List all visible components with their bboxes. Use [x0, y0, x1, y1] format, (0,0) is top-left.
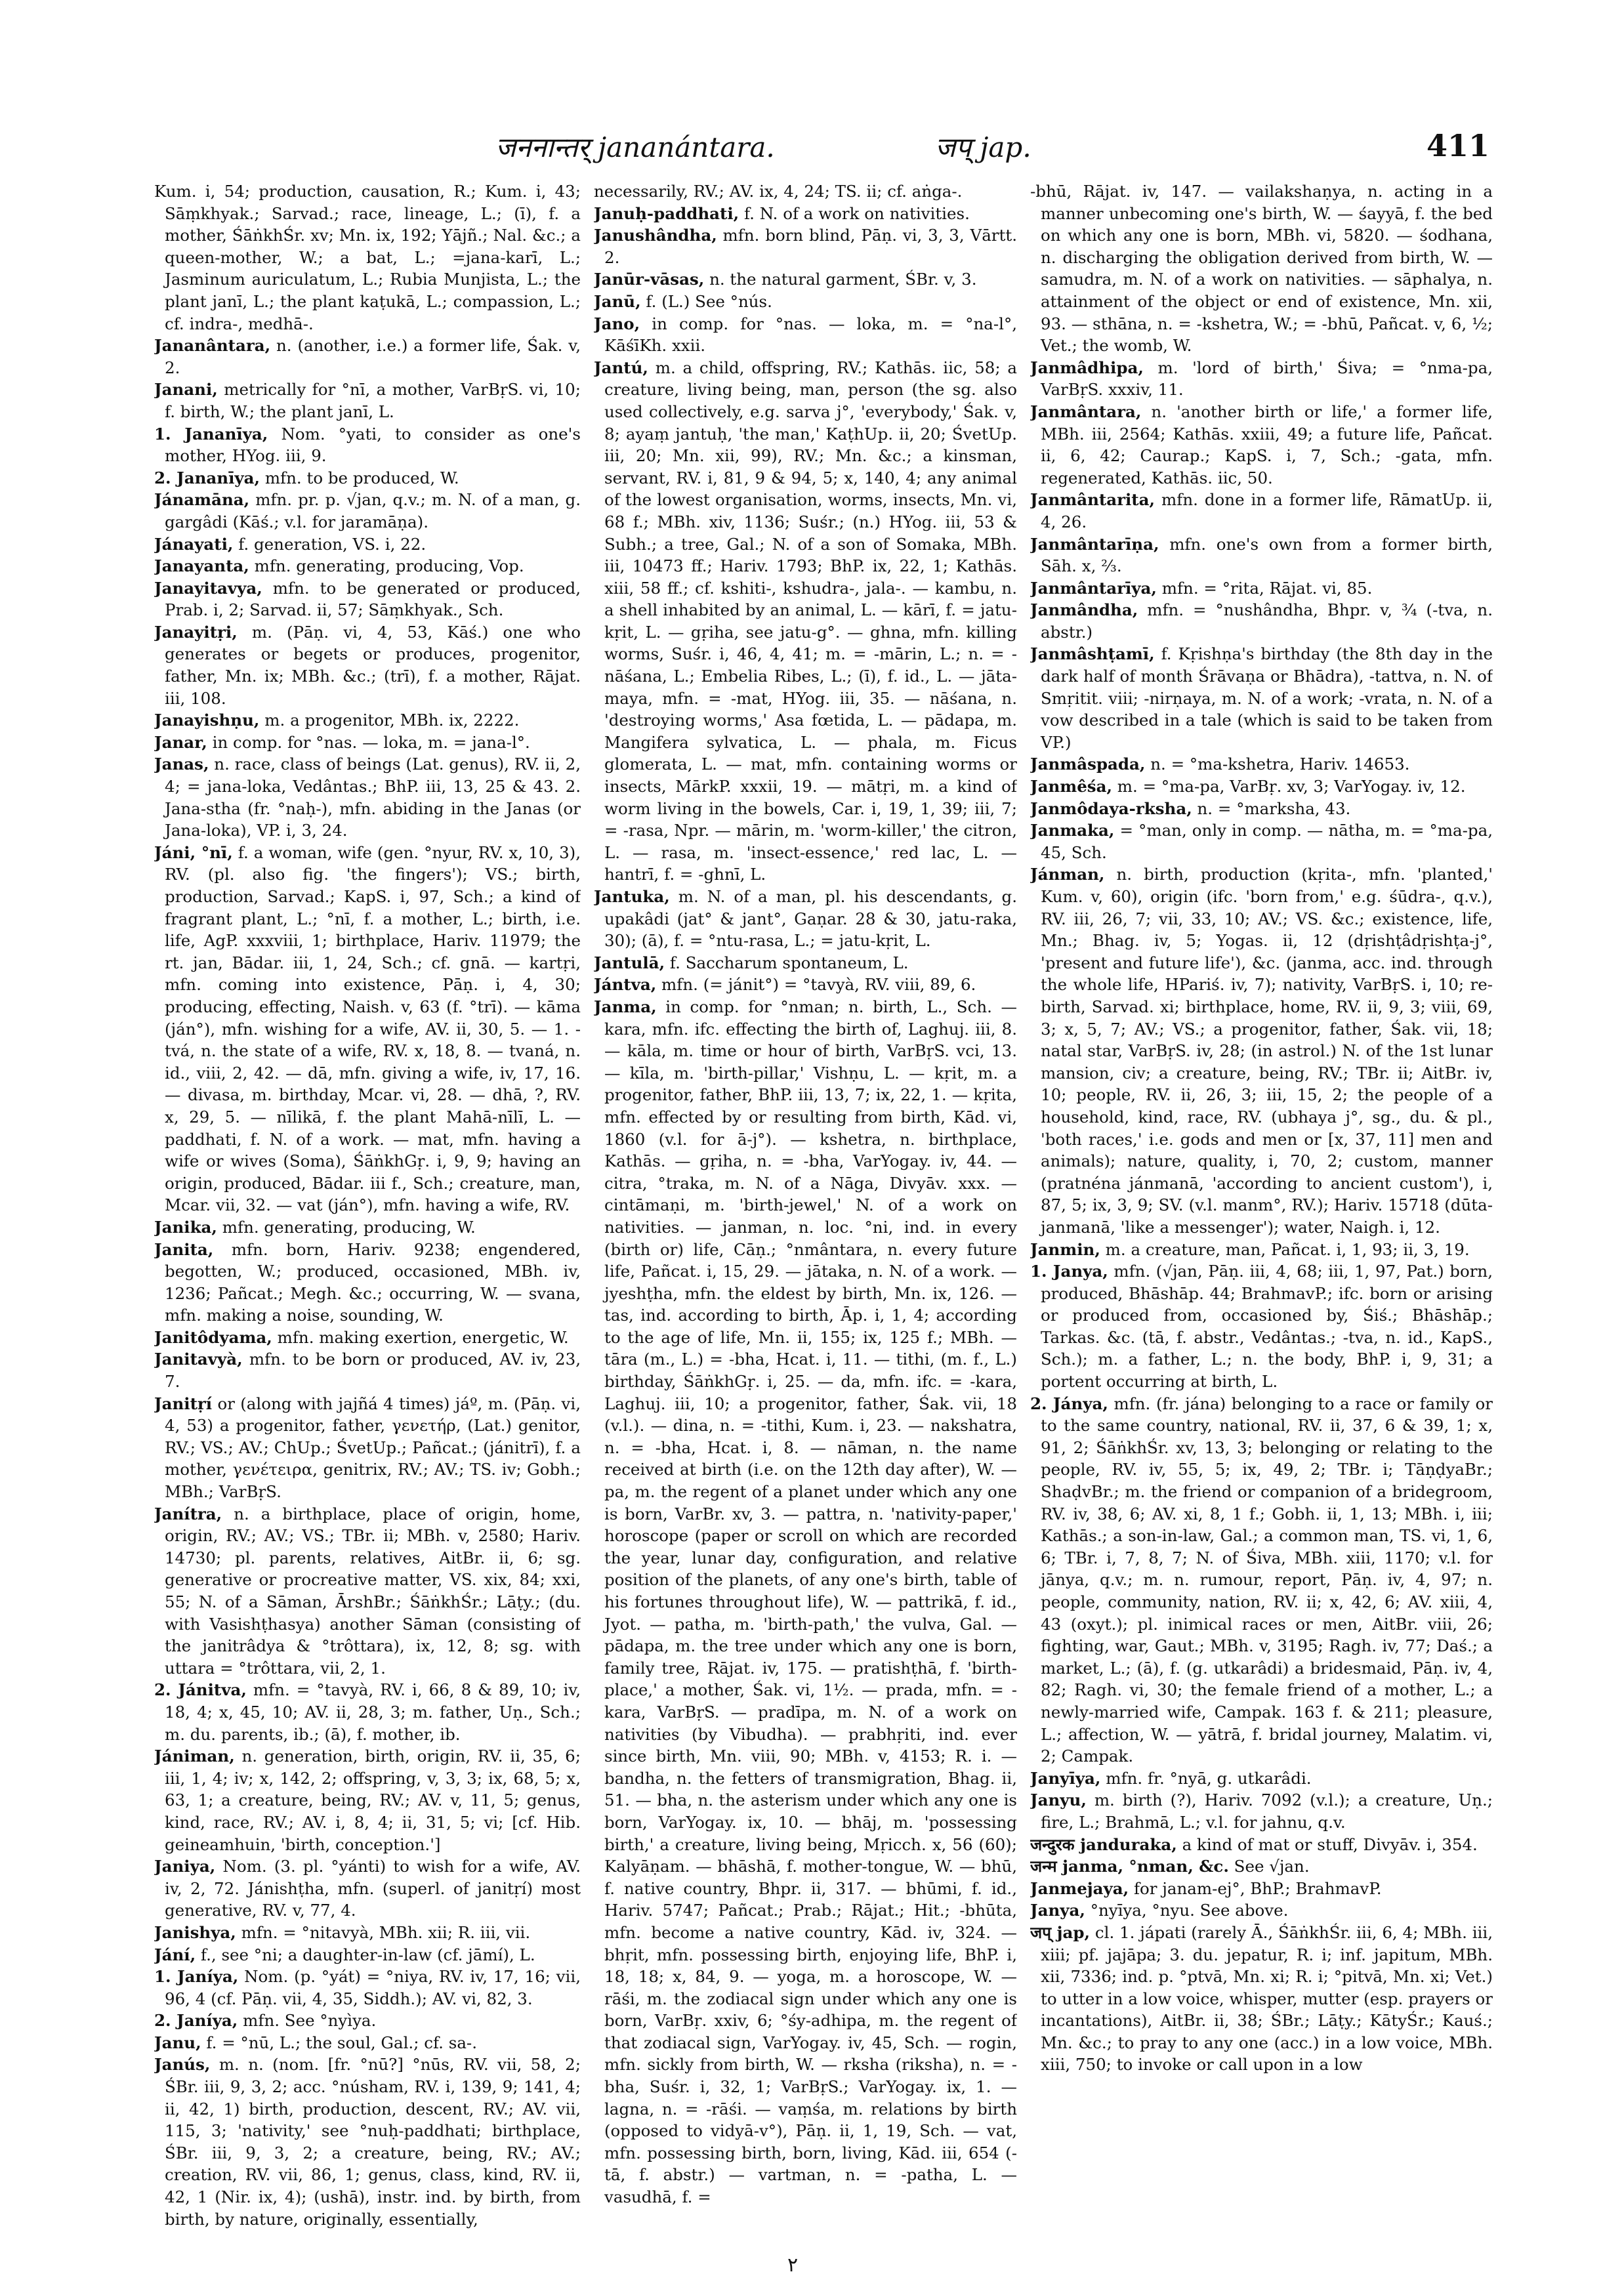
entry-headword: Janmândha,: [1030, 600, 1138, 620]
entry-definition: n. a birthplace, place of origin, home, origin, RV.; AV.; VS.; TBr. ii; MBh. v, 2580; Hariv. 14730; pl. parents, relatives, AitBr. ii, 6; sg. generative or procreative matter, VS. xix, 84; xxi, 55; N. of a Sāman, ĀrshBr.; ŚāṅkhŚr.; Lāṭy.; (du. with Vasishṭhasya) another Sāman (consisting of the janitrâdya & °trôttara), ix, 12, 8; sg. with uttara = °trôttara, vii, 2, 1.: [165, 1504, 581, 1678]
entry-definition: mfn. one's own from a former birth, Sāh. x, ⅔.: [1041, 534, 1493, 576]
entry-headword: Janmântara,: [1030, 402, 1142, 421]
entry-headword: Jánman,: [1030, 865, 1105, 884]
entry-headword: Janús,: [154, 2055, 211, 2075]
entry-headword: Janayanta,: [154, 556, 249, 576]
entry-headword: जन्दुरक janduraka,: [1030, 1834, 1177, 1854]
dictionary-entry: [154, 1855, 581, 1922]
entry-definition: mfn. born, Hariv. 9238; engendered, begotten, W.; produced, occasioned, MBh. iv, 1236; Pañcat.; Megh. &c.; occurring, W. — svana, mfn. making a noise, sounding, W.: [165, 1239, 581, 1325]
entry-definition: cl. 1. jápati (rarely Ā., ŚāṅkhŚr. iii, 6, 4; MBh. iii, xiii; pf. jajāpa; 3. du. jepatur, R. i; inf. japitum, MBh. xii, 7336; ind. p. °ptvā, Mn. xi; R. i; °pitvā, Mn. xi; Vet.) to utter in a low voice, whisper, mutter (esp. prayers or incantations), AitBr. ii, 38; ŚBr.; Lāṭy.; KātyŚr.; Kauś.; Mn. &c.; to pray to any one (acc.) in a low voice, MBh. xiii, 750; to invoke or call upon in a low: [1041, 1922, 1493, 2075]
dictionary-entry: [1030, 753, 1493, 775]
entry-headword: Janar,: [154, 732, 207, 752]
entry-headword: 2. Jananīya,: [154, 468, 260, 487]
dictionary-entry: [154, 1503, 581, 1680]
dictionary-entry: [154, 555, 581, 577]
entry-definition: for janam-ej°, BhP.; BrahmavP.: [1133, 1878, 1382, 1898]
entry-headword: Janyīya,: [1030, 1768, 1101, 1788]
header-middle-headword: जप् jap.: [935, 131, 1031, 163]
entry-definition: m. (Pāṇ. vi, 4, 53, Kāś.) one who generates or begets or produces, progenitor, father, Mn. ix; MBh. &c.; (trī), f. a mother, Rājat. iii, 108.: [165, 622, 581, 708]
entry-definition: mfn. (= jánit°) = °tavyà, RV. viii, 89, 6.: [661, 975, 976, 995]
entry-headword: Janmâshṭamī,: [1030, 644, 1155, 664]
entry-definition: mfn. (fr. jána) belonging to a race or family or to the same country, national, RV. ii, 37, 6 & 39, 1; x, 91, 2; ŚāṅkhŚr. xv, 13, 3; belonging or relating to the people, RV. iv, 55, 5; ix, 49, 2; TBr. i; TāṇḍyaBr.; ShaḍvBr.; m. the friend or companion of a bridegroom, RV. iv, 38, 6; AV. xi, 8, 1 f.; Gobh. ii, 1, 13; MBh. i, iii; Kathās.; a son-in-law, Gal.; a common man, TS. vi, 1, 6, 6; TBr. i, 7, 8, 7; N. of Śiva, MBh. xiii, 1170; v.l. for jānya, q.v.; m. n. rumour, report, Pāṇ. iv, 4, 97; n. people, community, nation, RV. ii; x, 42, 6; AV. xiii, 4, 43 (oxyt.); pl. inimical races or men, AitBr. viii, 26; fighting, war, Gaut.; MBh. v, 3195; Ragh. iv, 77; Daś.; a market, L.; (ā), f. (g. utkarâdi) a bridesmaid, Pāṇ. iv, 4, 82; Ragh. vi, 30; the female friend of a mother, L.; a newly-married wife, Campak. 163 f. & 211; pleasure, L.; affection, W. — yātrā, f. bridal journey, Malatim. vi, 2; Campak.: [1041, 1394, 1493, 1766]
page-number: 411: [1426, 128, 1489, 163]
entry-headword: Janū,: [594, 291, 641, 311]
dictionary-entry: [1030, 1768, 1493, 1790]
entry-definition: mfn. to be generated or produced, Prab. i, 2; Sarvad. ii, 57; Sāṃkhyak., Sch.: [165, 578, 581, 620]
entry-definition: mfn. pr. p. √jan, q.v.; m. N. of a man, g. gargâdi (Kāś.; v.l. for jaramāṇa).: [165, 490, 581, 531]
entry-definition: n. = °marksha, 43.: [1197, 798, 1351, 818]
entry-headword: Janushândha,: [594, 226, 717, 245]
dictionary-entry: [154, 335, 581, 379]
dictionary-entry: [594, 203, 1017, 225]
entry-definition: f. N. of a work on nativities.: [743, 203, 970, 223]
entry-definition: n. (another, i.e.) a former life, Śak. v, 2.: [165, 336, 581, 377]
entry-definition: mfn. generating, producing, W.: [222, 1217, 476, 1237]
entry-headword: Janayishṇu,: [154, 711, 260, 730]
entry-headword: 2. Janíya,: [154, 2011, 238, 2031]
entry-definition: f. generation, VS. i, 22.: [238, 534, 427, 554]
dictionary-entry: [154, 732, 581, 754]
dictionary-entry: [1030, 533, 1493, 577]
dictionary-entry: [1030, 180, 1493, 357]
dictionary-entry: [154, 2032, 581, 2054]
entry-definition: n. generation, birth, origin, RV. ii, 35, 6; iii, 1, 4; iv; x, 142, 2; offspring, v, 3, 3; ix, 68, 5; x, 63, 1; a creature, being, RV.; AV. v, 11, 5; genus, kind, race, RV.; AV. i, 8, 4; ii, 31, 5; vi; [cf. Hib. geineamhuin, 'birth, conception.']: [165, 1747, 581, 1854]
dictionary-entry: [154, 1745, 581, 1855]
dictionary-entry: [1030, 1899, 1493, 1922]
entry-definition: m. n. (nom. [fr. °nū?] °nūs, RV. vii, 58, 2; ŚBr. iii, 9, 3, 2; acc. °núsham, RV. i, 139, 9; 141, 4; ii, 42, 1) birth, production, descent, RV.; AV. vii, 115, 3; 'nativity,' see °nuḥ-paddhati; birthplace, ŚBr. iii, 9, 3, 2; a creature, being, RV.; AV.; creation, RV. vii, 86, 1; genus, class, kind, RV. ii, 42, 1 (Nir. ix, 4); (ushā), instr. ind. by birth, from birth, by nature, originally, essentially,: [165, 2055, 581, 2229]
entry-definition: necessarily, RV.; AV. ix, 4, 24; TS. ii; cf. aṅga-.: [594, 182, 963, 201]
entry-headword: Janma,: [594, 997, 657, 1016]
entry-definition: mfn. to be born or produced, AV. iv, 23, 7.: [165, 1350, 581, 1392]
dictionary-column-1: [154, 180, 581, 2241]
entry-headword: Jání,: [154, 1945, 196, 1964]
entry-headword: Janita,: [154, 1239, 214, 1259]
entry-definition: in comp. for °nman; n. birth, L., Sch. — kara, mfn. ifc. effecting the birth of, Laghuj. iii, 8. — kāla, m. time or hour of birth, VarBṛS. vci, 13. — kīla, m. 'birth-pillar,' Vishṇu, L. — kṛit, m. a progenitor, father, BhP. iii, 13, 7; ix, 22, 1. — kṛita, mfn. effected by or resulting from birth, Kād. vi, 1860 (v.l. for ā-j°). — kshetra, n. birthplace, Kathās. — gṛiha, n. = -bha, VarYogay. iv, 44. — citra, °traka, m. N. of a Nāga, Divyāv. xxx. — cintāmaṇi, m. 'birth-jewel,' N. of a work on nativities. — janman, n. loc. °ni, ind. in every (birth or) life, Cāṇ.; °nmântara, n. every future life, Pañcat. i, 15, 29. — jātaka, n. N. of a work. — jyeshṭha, mfn. the eldest by birth, Mn. ix, 126. — tas, ind. according to birth, Āp. i, 1, 4; according to the age of life, Mn. ii, 155; ix, 125 f.; MBh. — tāra (m., L.) = -bha, Hcat. i, 11. — tithi, (m. f., L.) birthday, ŚāṅkhGṛ. i, 25. — da, mfn. ifc. = -kara, Laghuj. iii, 10; a progenitor, father, Śak. vii, 18 (v.l.). — dina, n. = -tithi, Kum. i, 23. — nakshatra, n. = -bha, Hcat. i, 8. — nāman, n. the name received at birth (i.e. on the 12th day after), W. — pa, m. the regent of a planet under which any one is born, VarBr. xv, 3. — pattra, n. 'nativity-paper,' horoscope (paper or scroll on which are recorded the year, lunar day, configuration, and relative position of the planets, of any one's birth, table of his fortunes throughout life), W. — pattrikā, f. id., Jyot. — patha, m. 'birth-path,' the vulva, Gal. — pādapa, m. the tree under which any one is born, family tree, Rājat. iv, 175. — pratishṭhā, f. 'birth-place,' a mother, Śak. vi, 1½. — prada, mfn. = -kara, VarBṛS. — pradīpa, m. N. of a work on nativities (by Vibudha). — prabhṛiti, ind. ever since birth, Mn. viii, 90; MBh. v, 4153; R. i. — bandha, n. the fetters of transmigration, Bhag. ii, 51. — bha, n. the asterism under which any one is born, VarYogay. ix, 10. — bhāj, m. 'possessing birth,' a creature, living being, Mṛicch. x, 56 (60); Kalyāṇam. — bhāshā, f. mother-tongue, W. — bhū, f. native country, Bhpr. ii, 317. — bhūmi, f. id., Hariv. 5747; Pañcat.; Prab.; Rājat.; Hit.; -bhūta, mfn. become a native country, Kād. iv, 324. — bhṛit, mfn. possessing birth, enjoying life, BhP. i, 18, 18; x, 84, 9. — yoga, m. a horoscope, W. — rāśi, m. the zodiacal sign under which any one is born, VarBṛ. xxiv, 6; °śy-adhipa, m. the regent of that zodiacal sign, VarYogay. iv, 45, Sch. — rogin, mfn. sickly from birth, W. — rksha (riksha), n. = -bha, Suśr. i, 32, 1; VarBṛS.; VarYogay. ix, 1. — lagna, n. = -rāśi. — vaṃśa, m. relations by birth (opposed to vidyā-v°), Pāṇ. ii, 1, 19, Sch. — vat, mfn. possessing birth, born, living, Kād. iii, 654 (-tā, f. abstr.) — vartman, n. = -patha, L. — vasudhā, f. =: [604, 997, 1017, 2207]
entry-headword: Janitṛí: [154, 1394, 213, 1413]
dictionary-entry: [1030, 1922, 1493, 2076]
entry-headword: Jániman,: [154, 1747, 235, 1766]
entry-definition: n. race, class of beings (Lat. genus), RV. ii, 2, 4; = jana-loka, Vedântas.; BhP. iii, 13, 25 & 43. 2. Jana-stha (fr. °naḥ-), mfn. abiding in the Janas (or Jana-loka), VP. i, 3, 24.: [165, 755, 581, 840]
dictionary-entry: [1030, 1239, 1493, 1261]
dictionary-entry: [1030, 863, 1493, 1238]
entry-definition: mfn. (√jan, Pāṇ. iii, 4, 68; iii, 1, 97, Pat.) born, produced, Bhāshāp. 44; BrahmavP.; ifc. born or arising or produced from, occasioned by, Śiś.; Bhāshāp.; Tarkas. &c. (tā, f. abstr., Vedântas.; -tva, n. id., KapS., Sch.); m. a father, L.; n. the body, BhP. i, 9, 31; a portent occurring at birth, L.: [1041, 1262, 1493, 1392]
dictionary-entry: [154, 379, 581, 423]
dictionary-entry: [154, 753, 581, 841]
entry-definition: in comp. for °nas. — loka, m. = jana-l°.: [212, 732, 530, 752]
entry-headword: Janmântarīya,: [1030, 578, 1157, 598]
entry-definition: m. birth (?), Hariv. 7092 (v.l.); a creature, Uṇ.; fire, L.; Brahmā, L.; v.l. for jahnu, q.v.: [1041, 1790, 1493, 1832]
entry-headword: 1. Janya,: [1030, 1262, 1108, 1281]
entry-definition: mfn. See °nyìya.: [243, 2011, 377, 2031]
dictionary-entry: [154, 533, 581, 556]
entry-definition: f. Kṛishṇa's birthday (the 8th day in the dark half of month Śrāvaṇa or Bhādra), -tattva, n. N. of Smṛitit. viii; -nirṇaya, m. N. of a work; -vrata, n. N. of a vow described in a tale (which is said to be taken from VP.): [1041, 644, 1493, 752]
entry-definition: m. N. of a man, pl. his descendants, g. upakâdi (jat° & jant°, Gaṇar. 28 & 30, jatu-raka, 30); (ā), f. = °ntu-rasa, L.; = jatu-kṛit, L.: [604, 887, 1017, 951]
entry-definition: mfn. fr. °nyā, g. utkarâdi.: [1106, 1768, 1312, 1788]
entry-headword: Janítra,: [154, 1504, 222, 1523]
entry-definition: mfn. generating, producing, Vop.: [254, 556, 524, 576]
entry-headword: Janika,: [154, 1217, 217, 1237]
dictionary-entry: [1030, 775, 1493, 798]
entry-definition: n. birth, production (kṛita-, mfn. 'planted,' Kum. v, 60), origin (ifc. 'born from,' e.g. śūdra-, q.v.), RV. iii, 26, 7; vii, 33, 10; AV.; VS. &c.; existence, life, Mn.; Bhag. iv, 5; Yogas. ii, 12 (dṛishṭâdṛishṭa-j°, 'present and future life'), &c. (janma, acc. ind. through the whole life, HPariś. iv, 7); nativity, VarBṛS. i, 10; re-birth, Sarvad. xi; birthplace, home, RV. ii, 9, 3; viii, 69, 3; x, 5, 7; AV.; VS.; a progenitor, father, Śak. vii, 18; natal star, VarBṛS. iv, 28; (in astrol.) N. of the 1st lunar mansion, civ; a creature, being, RV.; TBr. ii; AitBr. iv, 10; people, RV. ii, 26, 3; iii, 15, 2; the people of a household, kind, race, RV. (ubhaya j°, sg., du. & pl., 'both races,' i.e. gods and men or [x, 37, 11] men and animals); nature, quality, i, 70, 2; custom, manner (pratnéna jánmanā, 'according to ancient custom'), i, 87, 5; ix, 3, 9; SV. (v.l. manm°, RV.); Hariv. 15718 (dūta-janmanā, 'like a messenger'); water, Naigh. i, 12.: [1041, 865, 1493, 1237]
entry-headword: Jantuka,: [594, 887, 670, 906]
entry-headword: 1. Janíya,: [154, 1967, 239, 1987]
entry-definition: f. Saccharum spontaneum, L.: [669, 953, 909, 972]
entry-headword: जप् jap,: [1030, 1922, 1091, 1942]
dictionary-entry: [594, 268, 1017, 291]
entry-headword: Janūr-vāsas,: [594, 270, 705, 289]
entry-definition: f., see °ni; a daughter-in-law (cf. jāmí), L.: [200, 1945, 535, 1964]
entry-definition: n. = °ma-kshetra, Hariv. 14653.: [1150, 755, 1410, 774]
entry-definition: Kum. i, 54; production, causation, R.; Kum. i, 43; Sāṃkhyak.; Sarvad.; race, lineage, L.; (ī), f. a mother, ŚāṅkhŚr. xv; Mn. ix, 192; Yājñ.; Nal. &c.; a queen-mother, W.; a bat, L.; =jana-karī, L.; Jasminum auriculatum, L.; Rubia Munjista, L.; the plant janī, L.; the plant kaṭukā, L.; compassion, L.; cf. indra-, medhā-.: [154, 182, 581, 333]
entry-definition: mfn. making exertion, energetic, W.: [277, 1327, 569, 1347]
dictionary-entry: [1030, 599, 1493, 643]
dictionary-entry: [154, 2010, 581, 2032]
entry-headword: Janmâspada,: [1030, 755, 1146, 774]
entry-definition: mfn. = °nitavyà, MBh. xii; R. iii, vii.: [241, 1922, 531, 1942]
dictionary-entry: [154, 423, 581, 467]
entry-headword: Janmântarita,: [1030, 490, 1156, 510]
entry-definition: a kind of mat or stuff, Divyāv. i, 354.: [1182, 1834, 1478, 1854]
entry-definition: mfn. done in a former life, RāmatUp. ii, 4, 26.: [1041, 490, 1493, 531]
entry-definition: mfn. = °nushândha, Bhpr. v, ¾ (-tva, n. abstr.): [1041, 600, 1493, 642]
dictionary-entry: [594, 224, 1017, 268]
entry-definition: n. the natural garment, ŚBr. v, 3.: [709, 270, 977, 289]
dictionary-entry: [594, 996, 1017, 2208]
entry-definition: m. 'lord of birth,' Śiva; = °nma-pa, VarBṛS. xxxiv, 11.: [1041, 358, 1493, 400]
entry-headword: Janayitavya,: [154, 578, 262, 598]
dictionary-entry: [154, 1922, 581, 1944]
dictionary-entry: [1030, 798, 1493, 820]
entry-headword: Janmejaya,: [1030, 1878, 1129, 1898]
dictionary-entry: [154, 489, 581, 533]
entry-headword: Jánayati,: [154, 534, 234, 554]
entry-headword: 1. Jananīya,: [154, 424, 268, 444]
entry-headword: 2. Jánya,: [1030, 1394, 1108, 1413]
dictionary-entry: [154, 1327, 581, 1349]
dictionary-entry: [1030, 1393, 1493, 1768]
entry-headword: Janani,: [154, 380, 218, 400]
dictionary-entry: [1030, 1855, 1493, 1878]
entry-headword: Jantú,: [594, 358, 648, 377]
dictionary-entry: [594, 313, 1017, 357]
dictionary-entry: [154, 1216, 581, 1239]
entry-headword: Janmâdhipa,: [1030, 358, 1144, 377]
entry-definition: Nom. (p. °yát) = °niya, RV. iv, 17, 16; vii, 96, 4 (cf. Pāṇ. vii, 4, 35, Siddh.); AV. vi, 82, 3.: [165, 1967, 581, 2008]
dictionary-entry: [1030, 357, 1493, 401]
entry-definition: mfn. to be produced, W.: [264, 468, 459, 487]
entry-definition: Nom. (3. pl. °yánti) to wish for a wife, AV. iv, 2, 72. Jánishṭha, mfn. (superl. of janitṛí) most generative, RV. v, 77, 4.: [165, 1857, 581, 1920]
entry-definition: °nyīya, °nyu. See above.: [1090, 1901, 1289, 1920]
entry-headword: Janas,: [154, 755, 209, 774]
entry-definition: f. (L.) See °nús.: [646, 291, 772, 311]
dictionary-entry: [154, 1944, 581, 1966]
dictionary-entry: [594, 291, 1017, 313]
dictionary-column-2: [594, 180, 1017, 2241]
entry-headword: Jantulā,: [594, 953, 665, 972]
dictionary-entry: [1030, 577, 1493, 600]
running-header: [154, 128, 1489, 180]
dictionary-entry: [1030, 1260, 1493, 1393]
dictionary-entry: [1030, 401, 1493, 489]
entry-headword: Jánamāna,: [154, 490, 250, 510]
dictionary-column-3: [1030, 180, 1493, 2241]
dictionary-entry: [1030, 643, 1493, 753]
entry-headword: जन्म janma, °nman, &c.: [1030, 1857, 1229, 1876]
entry-headword: Janu,: [154, 2033, 201, 2052]
entry-definition: n. 'another birth or life,' a former life, MBh. iii, 2564; Kathās. xxiii, 49; a future life, Pañcat. ii, 6, 42; Caurap.; KapS. i, 7, Sch.; -gata, mfn. regenerated, Kathās. iic, 50.: [1041, 402, 1493, 487]
dictionary-entry: [594, 180, 1017, 203]
dictionary-entry: [1030, 1834, 1493, 1856]
entry-definition: f. = °nū, L.; the soul, Gal.; cf. sa-.: [206, 2033, 477, 2052]
dictionary-entry: [154, 467, 581, 489]
entry-definition: or (along with jajñá 4 times) jáº, m. (Pāṇ. vi, 4, 53) a progenitor, father, γενετήρ, (Lat.) genitor, RV.; VS.; AV.; ChUp.; ŚvetUp.; Pañcat.; (jánitrī), f. a mother, γενέτειρα, genitrix, RV.; AV.; TS. iv; Gobh.; MBh.; VarBṛS.: [165, 1394, 581, 1502]
entry-definition: f. a woman, wife (gen. °nyur, RV. x, 10, 3), RV. (pl. also fig. 'the fingers'); VS.; birth, production, Sarvad.; KapS. i, 97, Sch.; a kind of fragrant plant, L.; °nī, f. a mother, L.; birth, i.e. life, AgP. xxxviii, 1; birthplace, Hariv. 11979; the rt. jan, Bādar. iii, 1, 24, Sch.; cf. gnā. — kartṛi, mfn. coming into existence, Pāṇ. i, 4, 30; producing, effecting, Naish. v, 63 (f. °trī). — kāma (ján°), mfn. wishing for a wife, AV. ii, 30, 5. — 1. -tvá, n. the state of a wife, RV. x, 18, 8. — tvaná, n. id., viii, 2, 42. — dā, mfn. giving a wife, iv, 17, 16. — divasa, m. birthday, Mcar. vi, 28. — dhā, ?, RV. x, 29, 5. — nīlikā, f. the plant Mahā-nīlī, L. — paddhati, f. N. of a work. — mat, mfn. having a wife or wives (Soma), ŚāṅkhGṛ. i, 9, 9; having an origin, produced, Bādar. iii f., Sch.; creature, man, Mcar. vii, 32. — vat (ján°), mfn. having a wife, RV.: [165, 842, 581, 1215]
dictionary-entry: [154, 842, 581, 1216]
footer-mark: ۲: [787, 2254, 799, 2277]
dictionary-entry: [594, 886, 1017, 952]
dictionary-entry: [154, 1239, 581, 1327]
dictionary-entry: [154, 2054, 581, 2230]
entry-headword: Janmêśa,: [1030, 777, 1112, 796]
dictionary-entry: [594, 357, 1017, 886]
dictionary-entry: [1030, 489, 1493, 533]
dictionary-entry: [154, 1348, 581, 1392]
entry-headword: Jáni, °nī,: [154, 842, 233, 862]
entry-headword: Jano,: [594, 314, 640, 333]
dictionary-entry: [154, 1393, 581, 1503]
entry-headword: Janitôdyama,: [154, 1327, 272, 1347]
entry-headword: Janyu,: [1030, 1790, 1087, 1810]
dictionary-entry: [1030, 819, 1493, 863]
dictionary-entry: [154, 180, 581, 335]
dictionary-entry: [154, 621, 581, 709]
entry-definition: m. a creature, man, Pañcat. i, 1, 93; ii, 3, 19.: [1105, 1239, 1470, 1259]
entry-definition: mfn. born blind, Pāṇ. vi, 3, 3, Vārtt. 2.: [604, 226, 1017, 267]
entry-definition: mfn. = °tavyà, RV. i, 66, 8 & 89, 10; iv, 18, 4; x, 45, 10; AV. ii, 28, 3; m. father, Uṇ., Sch.; m. du. parents, ib.; (ā), f. mother, ib.: [165, 1680, 581, 1744]
entry-definition: m. a progenitor, MBh. ix, 2222.: [264, 711, 520, 730]
entry-definition: m. = °ma-pa, VarBṛ. xv, 3; VarYogay. iv, 12.: [1117, 777, 1466, 796]
dictionary-entry: [154, 709, 581, 732]
entry-headword: Janishya,: [154, 1922, 236, 1942]
entry-headword: Janiya,: [154, 1857, 216, 1876]
header-left-headword: जननान्तर् jananántara.: [495, 131, 775, 163]
entry-definition: -bhū, Rājat. iv, 147. — vailakshaṇya, n. acting in a manner unbecoming one's birth, W. — śayyā, f. the bed on which any one is born, MBh. vi, 5820. — śodhana, n. discharging the obligation derived from birth, W. — samudra, m. N. of a work on nativities. — sāphalya, n. attainment of the object or end of existence, Mn. xii, 93. — sthāna, n. = -kshetra, W.; = -bhū, Pañcat. v, 6, ½; Vet.; the womb, W.: [1030, 182, 1493, 356]
entry-headword: Janmântarīṇa,: [1030, 534, 1159, 554]
entry-definition: Nom. °yati, to consider as one's mother, HYog. iii, 9.: [165, 424, 581, 466]
entry-headword: Janmôdaya-rksha,: [1030, 798, 1192, 818]
dictionary-entry: [1030, 1789, 1493, 1833]
entry-definition: mfn. = °rita, Rājat. vi, 85.: [1161, 578, 1373, 598]
dictionary-entry: [154, 577, 581, 621]
entry-definition: metrically for °nī, a mother, VarBṛS. vi, 10; f. birth, W.; the plant janī, L.: [165, 380, 581, 421]
entry-headword: 2. Jánitva,: [154, 1680, 247, 1700]
dictionary-entry: [154, 1679, 581, 1745]
entry-headword: Janayitṛi,: [154, 622, 238, 642]
entry-headword: Jántva,: [594, 975, 657, 995]
entry-definition: m. a child, offspring, RV.; Kathās. iic, 58; a creature, living being, man, person (the sg. also used collectively, e.g. sarva j°, 'everybody,' Śak. v, 8; ayaṃ jantuḥ, 'the man,' KaṭhUp. ii, 20; ŚvetUp. iii, 20; Mn. xii, 99), RV.; Mn. &c.; a kinsman, servant, RV. i, 81, 9 & 94, 5; x, 140, 4; any animal of the lowest organisation, worms, insects, Mn. vi, 68 f.; MBh. xiv, 1136; Suśr.; (n.) HYog. iii, 53 & Subh.; a tree, Gal.; N. of a son of Somaka, MBh. iii, 10473 ff.; Hariv. 1793; BhP. ix, 22, 1; Kathās. xiii, 58 ff.; cf. kshiti-, kshudra-, jala-. — kambu, n. a shell inhabited by an animal, L. — kārī, f. = jatu-kṛit, L. — gṛiha, see jatu-g°. — ghna, mfn. killing worms, Suśr. i, 46, 4, 41; m. = -mārin, L.; n. = -nāśana, L.; Embelia Ribes, L.; (ī), f. id., L. — jāta-maya, mfn. = -mat, HYog. iii, 35. — nāśana, n. 'destroying worms,' Asa fœtida, L. — pādapa, m. Mangifera sylvatica, L. — phala, m. Ficus glomerata, L. — mat, mfn. containing worms or insects, MārkP. xxxii, 19. — mātṛi, m. a kind of worm living in the bowels, Car. i, 19, 1, 39; iii, 7; = -rasa, Npr. — mārin, m. 'worm-killer,' the citron, L. — rasa, m. 'insect-essence,' red lac, L. — hantrī, f. = -ghnī, L.: [604, 358, 1017, 884]
entry-headword: Janitavyà,: [154, 1350, 243, 1369]
entry-headword: Jananântara,: [154, 336, 271, 356]
entry-definition: See √jan.: [1234, 1857, 1310, 1876]
dictionary-entry: [154, 1966, 581, 2010]
dictionary-entry: [1030, 1878, 1493, 1900]
entry-definition: = °man, only in comp. — nātha, m. = °ma-pa, 45, Sch.: [1041, 821, 1493, 862]
dictionary-entry: [594, 952, 1017, 974]
entry-definition: in comp. for °nas. — loka, m. = °na-l°, KāśīKh. xxii.: [604, 314, 1017, 356]
entry-headword: Janmin,: [1030, 1239, 1100, 1259]
dictionary-entry: [594, 974, 1017, 996]
entry-headword: Januḥ-paddhati,: [594, 203, 739, 223]
entry-headword: Janmaka,: [1030, 821, 1115, 840]
entry-headword: Janya,: [1030, 1901, 1085, 1920]
